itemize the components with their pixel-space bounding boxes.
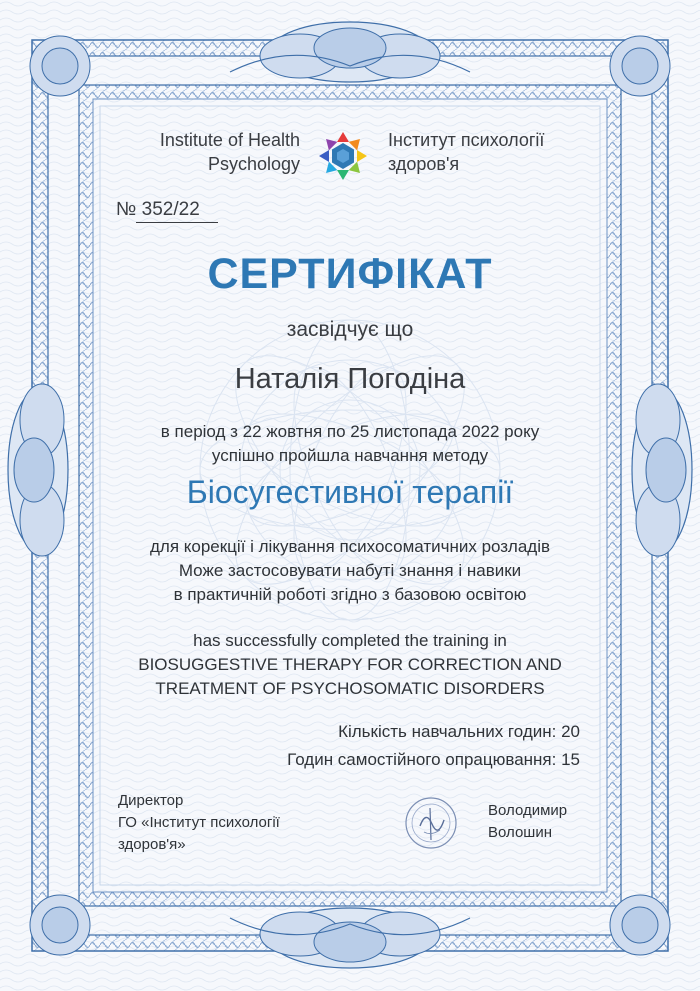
purpose-line1: для корекції і лікування психосоматичних розладів <box>149 537 551 556</box>
purpose-line3: в практичній роботі згідно з базовою освітою <box>173 585 527 604</box>
hours-line2: Годин самостійного опрацювання: 15 <box>287 750 580 769</box>
director-name-line1: Володимир <box>488 802 568 819</box>
confirms-text: засвідчує що <box>286 318 414 341</box>
institute-name-ua-line2: здоров'я <box>388 154 460 174</box>
english-line2: BIOSUGGESTIVE THERAPY FOR CORRECTION AND <box>138 655 562 674</box>
purpose-text <box>0 535 700 607</box>
certificate-number <box>116 199 200 221</box>
institute-name-en-line2: Psychology <box>207 154 300 174</box>
director-line3: здоров'я» <box>118 836 186 853</box>
number-prefix: № <box>116 199 137 220</box>
institute-name-ua <box>388 128 608 176</box>
institute-name-ua-line1: Інститут психології <box>388 130 545 150</box>
purpose-line2: Може застосовувати набуті знання і навики <box>178 561 522 580</box>
recipient-name: Наталія Погодіна <box>234 363 466 395</box>
number-value: 352/22 <box>141 199 200 220</box>
certificate-title: СЕРТИФІКАТ <box>207 250 493 298</box>
english-text <box>0 629 700 701</box>
period-line1: в період з 22 жовтня по 25 листопада 2022 року <box>160 422 540 441</box>
hours-line1: Кількість навчальних годин: 20 <box>338 722 580 741</box>
director-line1: Директор <box>118 792 184 809</box>
number-underline <box>136 222 218 223</box>
institute-logo-icon <box>317 130 369 182</box>
signature-seal-icon <box>404 796 458 850</box>
director-title <box>118 790 338 856</box>
training-hours <box>200 718 580 774</box>
director-name <box>488 800 608 844</box>
english-line3: TREATMENT OF PSYCHOSOMATIC DISORDERS <box>155 679 545 698</box>
method-name: Біосугестивної терапії <box>186 474 514 510</box>
institute-name-en <box>120 128 300 176</box>
institute-name-en-line1: Institute of Health <box>159 130 300 150</box>
director-name-line2: Волошин <box>488 824 552 841</box>
training-period <box>0 420 700 468</box>
director-line2: ГО «Інститут психології <box>118 814 280 831</box>
english-line1: has successfully completed the training in <box>193 631 507 650</box>
period-line2: успішно пройшла навчання методу <box>211 446 489 465</box>
